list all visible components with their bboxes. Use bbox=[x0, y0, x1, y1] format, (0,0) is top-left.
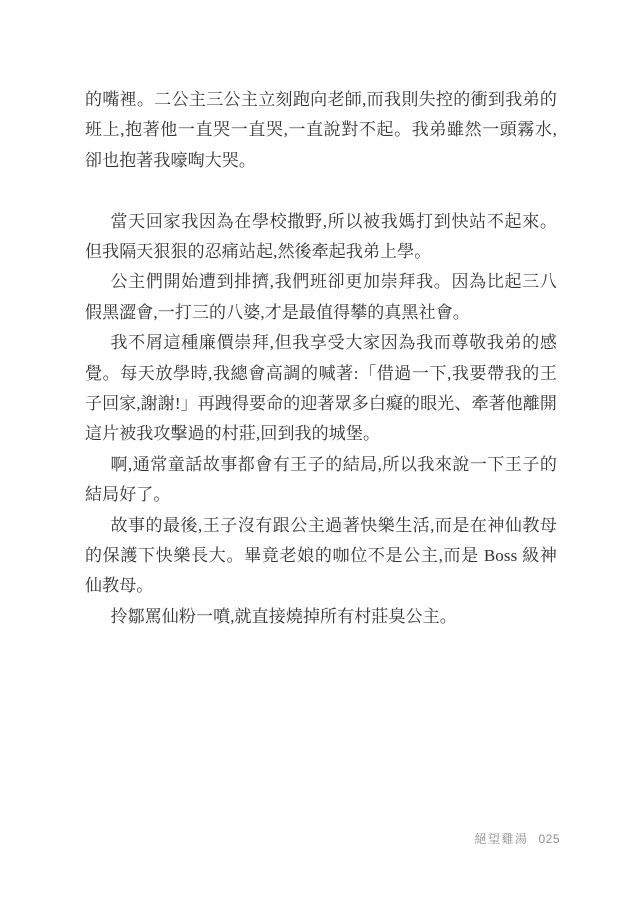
paragraph-2: 當天回家我因為在學校撒野,所以被我媽打到快站不起來。但我隔天狠狠的忍痛站起,然後牽起我弟上學。 bbox=[85, 211, 557, 262]
paragraph-6: 故事的最後,王子沒有跟公主過著快樂生活,而是在神仙教母的保護下快樂長大。畢竟老娘的咖位不是公主,而是 Boss 級神仙教母。 bbox=[85, 515, 557, 596]
page-number: 025 bbox=[538, 832, 560, 846]
book-title: 絕望雞湯 bbox=[474, 832, 529, 846]
paragraph-4: 我不屑這種廉價崇拜,但我享受大家因為我而尊敬我弟的感覺。每天放學時,我總會高調的喊著:「借過一下,我要帶我的王子回家,謝謝!」再跩得要命的迎著眾多白癡的眼光、牽著他離開這片被我攻擊過的村莊,回到我的城堡。 bbox=[85, 333, 557, 444]
paragraph-3: 公主們開始遭到排擠,我們班卻更加崇拜我。因為比起三八假黑澀會,一打三的八婆,才是最值得攀的真黑社會。 bbox=[85, 272, 557, 322]
page-footer bbox=[474, 830, 560, 847]
paragraph-5: 啊,通常童話故事都會有王子的結局,所以我來說一下王子的結局好了。 bbox=[85, 454, 557, 505]
paragraph-7: 拎鄒罵仙粉一噴,就直接燒掉所有村莊臭公主。 bbox=[110, 606, 457, 626]
page-text bbox=[85, 85, 557, 632]
paragraph-1: 的嘴裡。二公主三公主立刻跑向老師,而我則失控的衝到我弟的班上,抱著他一直哭一直哭,一直說對不起。我弟雖然一頭霧水,卻也抱著我嚎啕大哭。 bbox=[85, 90, 557, 170]
